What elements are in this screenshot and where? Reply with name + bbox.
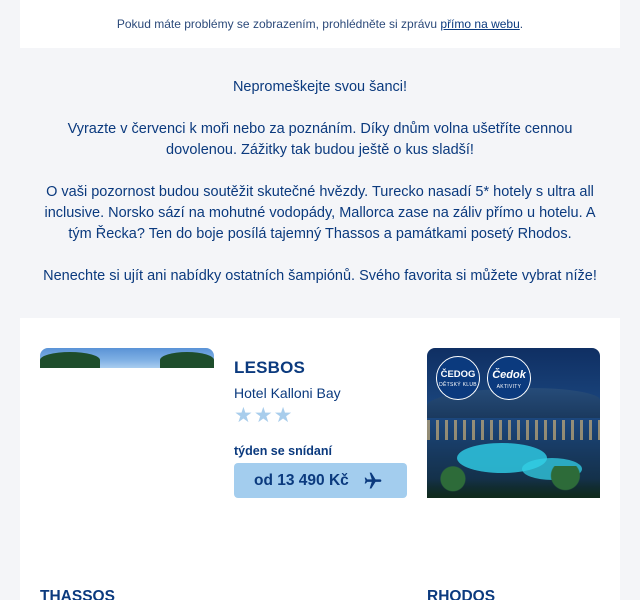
price-label: od 13 490 Kč — [254, 471, 349, 489]
cedok-activities-badge — [487, 356, 531, 400]
star-rating: ★★★ — [234, 404, 294, 427]
palm-shape — [160, 352, 214, 368]
board-type: týden se snídaní — [234, 444, 332, 458]
palm-shape — [40, 352, 100, 368]
cedog-kids-club-badge — [436, 356, 480, 400]
airplane-icon — [363, 471, 383, 491]
browser-view-bar — [20, 0, 620, 48]
intro-paragraph-stars: O vaši pozornost budou soutěžit skutečné hvězdy. Turecko nasadí 5* hotely s ultra all inclusive. Norsko sází na mohutné vodopády, Mallorca zase na záliv přímo u hotelu. A tým Řecka? Ten do boje posílá tajemný Thassos a památkami posetý Rhodos. — [44, 184, 596, 242]
destination-title-rhodos[interactable]: RHODOS — [427, 588, 496, 600]
hotel-photo[interactable] — [427, 348, 600, 498]
view-problem-text: Pokud máte problémy se zobrazením, prohlédněte si zprávu — [116, 17, 438, 31]
trees-shape — [427, 466, 600, 498]
price-button[interactable] — [234, 463, 407, 498]
intro-paragraph-others: Nenechte si ujít ani nabídky ostatních šampiónů. Svého favorita si můžete vybrat níže! — [43, 268, 597, 284]
offers-section — [20, 318, 620, 600]
intro-section — [20, 48, 620, 318]
badge-title: Čedok — [492, 369, 526, 381]
lights-shape — [427, 420, 600, 440]
lesbos-photo[interactable] — [40, 348, 214, 368]
hotel-name[interactable]: Hotel Kalloni Bay — [234, 385, 341, 401]
intro-headline: Nepromeškejte svou šanci! — [232, 79, 408, 95]
badge-subtitle: AKTIVITY — [496, 384, 522, 390]
view-problem-end: . — [519, 17, 524, 31]
view-online-link[interactable]: přímo na webu — [440, 17, 520, 31]
offer-card-lesbos — [234, 358, 408, 498]
badge-subtitle: DĚTSKÝ KLUB — [439, 382, 477, 388]
destination-title-thassos[interactable]: THASSOS — [40, 588, 115, 600]
destination-title[interactable]: LESBOS — [234, 358, 306, 377]
badge-title: ČEDOG — [440, 369, 476, 380]
intro-paragraph-july: Vyrazte v červenci k moři nebo za poznáním. Díky dnům volna ušetříte cennou dovolenou. Zážitky tak budou ještě o kus sladší! — [67, 121, 573, 158]
